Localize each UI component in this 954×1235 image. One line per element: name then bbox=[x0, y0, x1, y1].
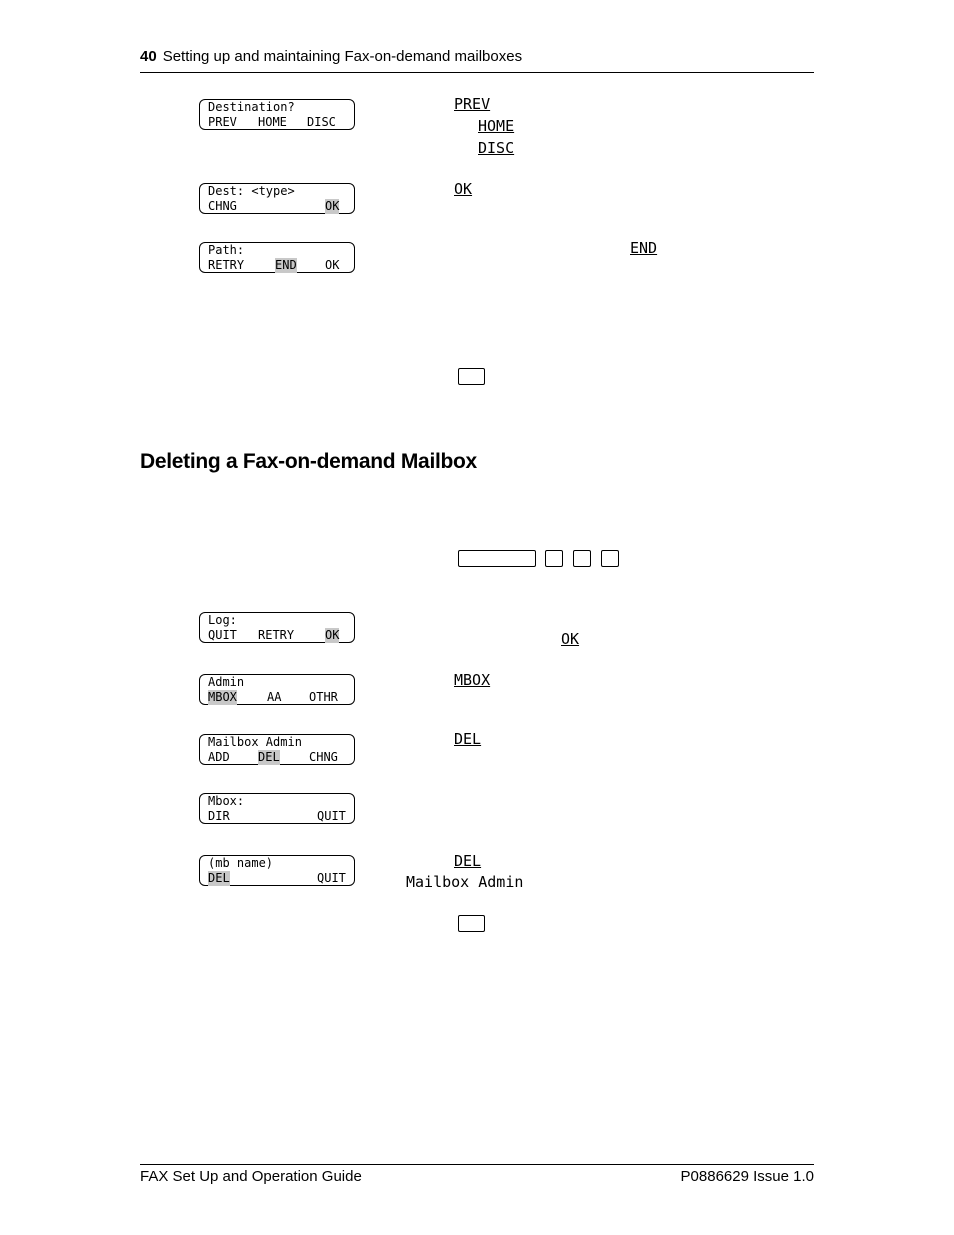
footer-guide-title: FAX Set Up and Operation Guide bbox=[140, 1168, 362, 1185]
display-softkey: DISC bbox=[307, 115, 336, 129]
display-softkey: QUIT bbox=[317, 871, 346, 885]
softkey-del: DEL bbox=[454, 730, 482, 748]
softkey-del: DEL bbox=[454, 852, 482, 870]
display-line2 bbox=[208, 871, 354, 886]
display-softkey: PREV bbox=[208, 115, 237, 129]
display-path bbox=[199, 242, 355, 273]
dial-key-icon bbox=[545, 550, 563, 567]
display-softkey: ADD bbox=[208, 750, 230, 764]
display-line2 bbox=[208, 628, 354, 643]
display-softkey: RETRY bbox=[208, 258, 245, 272]
display-softkey: QUIT bbox=[208, 628, 237, 642]
display-softkey-highlighted: DEL bbox=[258, 750, 280, 764]
softkey-home: HOME bbox=[478, 117, 515, 135]
dial-key-icon bbox=[573, 550, 591, 567]
display-softkey: AA bbox=[267, 690, 282, 704]
display-line2 bbox=[208, 115, 354, 130]
footer-document-number: P0886629 Issue 1.0 bbox=[680, 1168, 814, 1185]
display-mbox bbox=[199, 793, 355, 824]
header-title: Setting up and maintaining Fax-on-demand mailboxes bbox=[162, 48, 523, 65]
softkey-prev: PREV bbox=[454, 95, 491, 113]
softkey-disc: DISC bbox=[478, 139, 515, 157]
telephone-key-icon bbox=[458, 368, 485, 385]
display-softkey: HOME bbox=[258, 115, 287, 129]
display-softkey: OTHR bbox=[309, 690, 338, 704]
display-line2 bbox=[208, 199, 354, 214]
display-line1: Log: bbox=[208, 613, 237, 627]
dial-key-icon bbox=[601, 550, 619, 567]
display-mailbox-admin bbox=[199, 734, 355, 765]
softkey-ok: OK bbox=[454, 180, 473, 198]
display-line1: Destination? bbox=[208, 100, 295, 114]
display-softkey-highlighted: OK bbox=[325, 628, 340, 642]
display-softkey: CHNG bbox=[208, 199, 237, 213]
feature-key-icon bbox=[458, 550, 536, 567]
display-dest-type bbox=[199, 183, 355, 214]
display-softkey: DIR bbox=[208, 809, 230, 823]
display-line2 bbox=[208, 690, 354, 705]
display-text-mailbox-admin: Mailbox Admin bbox=[406, 873, 524, 891]
display-softkey-highlighted: OK bbox=[325, 199, 340, 213]
display-softkey: RETRY bbox=[258, 628, 295, 642]
display-softkey: CHNG bbox=[309, 750, 338, 764]
display-line1: Admin bbox=[208, 675, 245, 689]
display-line2 bbox=[208, 809, 354, 824]
display-line1: Mailbox Admin bbox=[208, 735, 302, 749]
display-destination bbox=[199, 99, 355, 130]
telephone-key-icon bbox=[458, 915, 485, 932]
softkey-end: END bbox=[630, 239, 658, 257]
display-log bbox=[199, 612, 355, 643]
footer-rule bbox=[140, 1164, 814, 1165]
display-line1: Dest: <type> bbox=[208, 184, 295, 198]
display-line1: (mb name) bbox=[208, 856, 274, 870]
display-line1: Mbox: bbox=[208, 794, 245, 808]
display-softkey-highlighted: MBOX bbox=[208, 690, 237, 704]
softkey-ok: OK bbox=[561, 630, 580, 648]
header-rule bbox=[140, 72, 814, 73]
display-softkey-highlighted: DEL bbox=[208, 871, 230, 885]
display-softkey: OK bbox=[325, 258, 340, 272]
section-heading: Deleting a Fax-on-demand Mailbox bbox=[140, 450, 477, 473]
softkey-mbox: MBOX bbox=[454, 671, 491, 689]
display-admin bbox=[199, 674, 355, 705]
page-number: 40 bbox=[140, 48, 157, 65]
display-line2 bbox=[208, 258, 354, 273]
display-line1: Path: bbox=[208, 243, 245, 257]
page-header bbox=[140, 48, 522, 65]
display-mb-name bbox=[199, 855, 355, 886]
display-softkey-highlighted: END bbox=[275, 258, 297, 272]
display-line2 bbox=[208, 750, 354, 765]
display-softkey: QUIT bbox=[317, 809, 346, 823]
